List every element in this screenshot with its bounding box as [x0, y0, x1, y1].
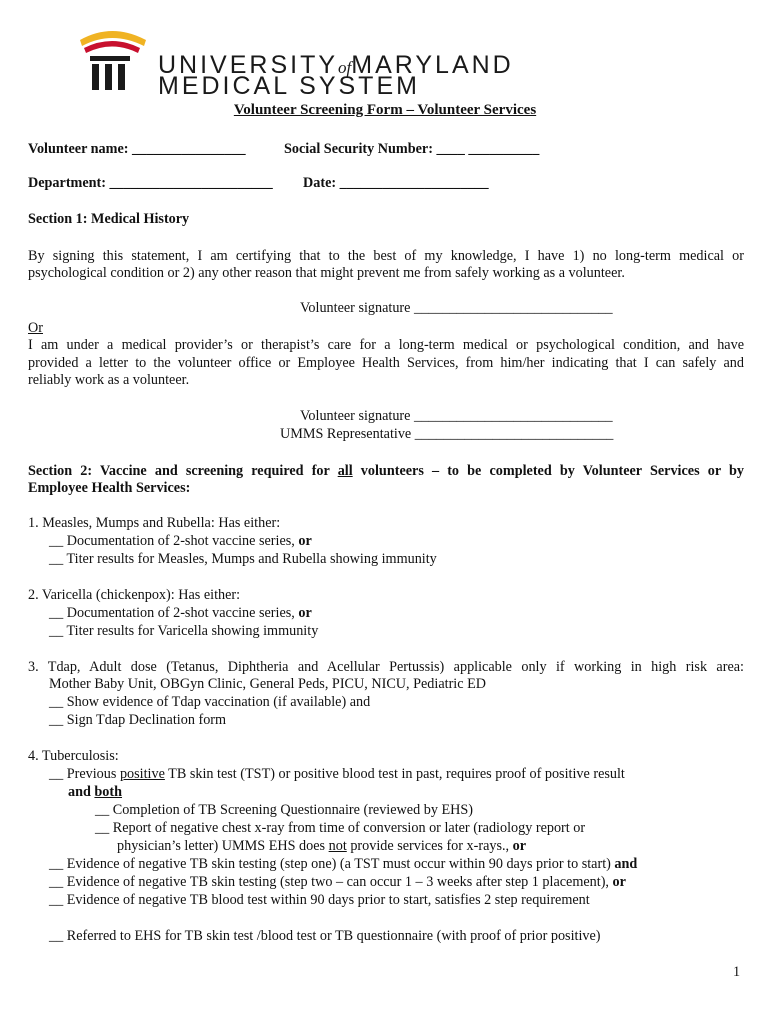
item4-sub1[interactable]: __ Completion of TB Screening Questionnaire (reviewed by EHS) [95, 802, 473, 818]
section2-heading-all: all [337, 463, 353, 479]
volunteer-signature-1[interactable]: Volunteer signature ____________________________ [300, 300, 613, 316]
item4-option-e[interactable]: __ Referred to EHS for TB skin test /blood test or TB questionnaire (with proof of prior positive) [49, 928, 601, 944]
logo-of: of [338, 58, 352, 77]
item4-sub2[interactable]: __ Report of negative chest x-ray from time of conversion or later (radiology report or [95, 820, 586, 836]
date-field[interactable]: Date: _____________________ [303, 175, 489, 191]
item4-option-a-2: TB skin test (TST) or positive blood test in past, requires proof of positive result [164, 766, 625, 782]
item1-title: 1. Measles, Mumps and Rubella: Has either: [28, 515, 281, 531]
item4-both: both [94, 784, 123, 800]
section1-paragraph1: By signing this statement, I am certifying that to the best of my knowledge, I have 1) no long-term medical or [28, 248, 744, 264]
item4-sub2-a: physician’s letter) UMMS EHS does [117, 838, 329, 854]
section1-paragraph2-line3: reliably work as a volunteer. [28, 372, 190, 388]
item4-and-both [68, 784, 122, 801]
logo-mark-icon [78, 26, 148, 94]
logo-university: UNIVERSITY [158, 51, 339, 79]
item4-option-a-1: __ Previous [49, 766, 120, 782]
item1-option-b[interactable]: __ Titer results for Measles, Mumps and Rubella showing immunity [49, 551, 437, 567]
item3-option-b[interactable]: __ Sign Tdap Declination form [49, 712, 227, 728]
section2-heading-line2: Employee Health Services: [28, 480, 191, 496]
item3-option-a[interactable]: __ Show evidence of Tdap vaccination (if available) and [49, 694, 371, 710]
section1-paragraph1-line2: psychological condition or 2) any other reason that might prevent me from safely working as a volunteer. [28, 265, 625, 281]
item2-title: 2. Varicella (chickenpox): Has either: [28, 587, 241, 603]
ummc-logo [78, 26, 698, 100]
item4-sub2-or: or [512, 838, 527, 854]
item4-option-c-text: __ Evidence of negative TB skin testing (step two – can occur 1 – 3 weeks after step 1 placement), [49, 874, 613, 890]
volunteer-signature-2[interactable]: Volunteer signature ____________________________ [300, 408, 613, 424]
item1-option-a-text: __ Documentation of 2-shot vaccine series, [49, 533, 299, 549]
item2-option-a[interactable] [49, 605, 312, 622]
umms-representative-signature[interactable]: UMMS Representative ____________________________ [280, 426, 614, 442]
item4-sub2-line2 [117, 838, 526, 855]
item4-option-d[interactable]: __ Evidence of negative TB blood test within 90 days prior to start, satisfies 2 step requirement [49, 892, 590, 908]
item4-option-b[interactable] [49, 856, 637, 873]
item2-option-a-text: __ Documentation of 2-shot vaccine series, [49, 605, 299, 621]
section2-heading-a: Section 2: Vaccine and screening required for [28, 463, 338, 479]
item4-option-a-positive: positive [119, 766, 165, 782]
item4-option-a[interactable] [49, 766, 625, 783]
ssn-field[interactable]: Social Security Number: ____ __________ [284, 141, 540, 157]
section2-heading [28, 462, 744, 480]
item4-sub2-b: provide services for x-rays., [346, 838, 513, 854]
item4-option-b-and: and [614, 856, 638, 872]
volunteer-name-field[interactable]: Volunteer name: ________________ [28, 141, 246, 157]
item1-option-a[interactable] [49, 533, 312, 550]
item3-areas: Mother Baby Unit, OBGyn Clinic, General Peds, PICU, NICU, Pediatric ED [49, 676, 486, 692]
department-field[interactable]: Department: _______________________ [28, 175, 273, 191]
or-label: Or [28, 320, 43, 336]
section2-heading-b: volunteers – to be completed by Volunteer Services or by [352, 463, 745, 479]
item1-option-a-or: or [298, 533, 312, 549]
form-title: Volunteer Screening Form – Volunteer Services [233, 102, 537, 118]
item2-option-b[interactable]: __ Titer results for Varicella showing immunity [49, 623, 319, 639]
item4-and: and [68, 784, 95, 800]
logo-medical-system: MEDICAL SYSTEM [158, 72, 420, 100]
section1-paragraph2-line2: provided a letter to the volunteer office or Employee Health Services, from him/her indicating that I can safely and [28, 355, 744, 371]
item4-sub2-not: not [328, 838, 347, 854]
item4-title: 4. Tuberculosis: [28, 748, 119, 764]
section1-heading: Section 1: Medical History [28, 211, 190, 227]
section1-paragraph2: I am under a medical provider’s or therapist’s care for a long-term medical or psychological condition, and have [28, 337, 744, 353]
logo-maryland: MARYLAND [351, 51, 514, 79]
page-number: 1 [733, 964, 741, 980]
item4-option-c-or: or [612, 874, 626, 890]
item3-title: 3. Tdap, Adult dose (Tetanus, Diphtheria and Acellular Pertussis) applicable only if working in high risk area: [28, 659, 744, 675]
item4-option-b-text: __ Evidence of negative TB skin testing (step one) (a TST must occur within 90 days prior to start) [49, 856, 615, 872]
item2-option-a-or: or [298, 605, 312, 621]
item4-option-c[interactable] [49, 874, 626, 891]
